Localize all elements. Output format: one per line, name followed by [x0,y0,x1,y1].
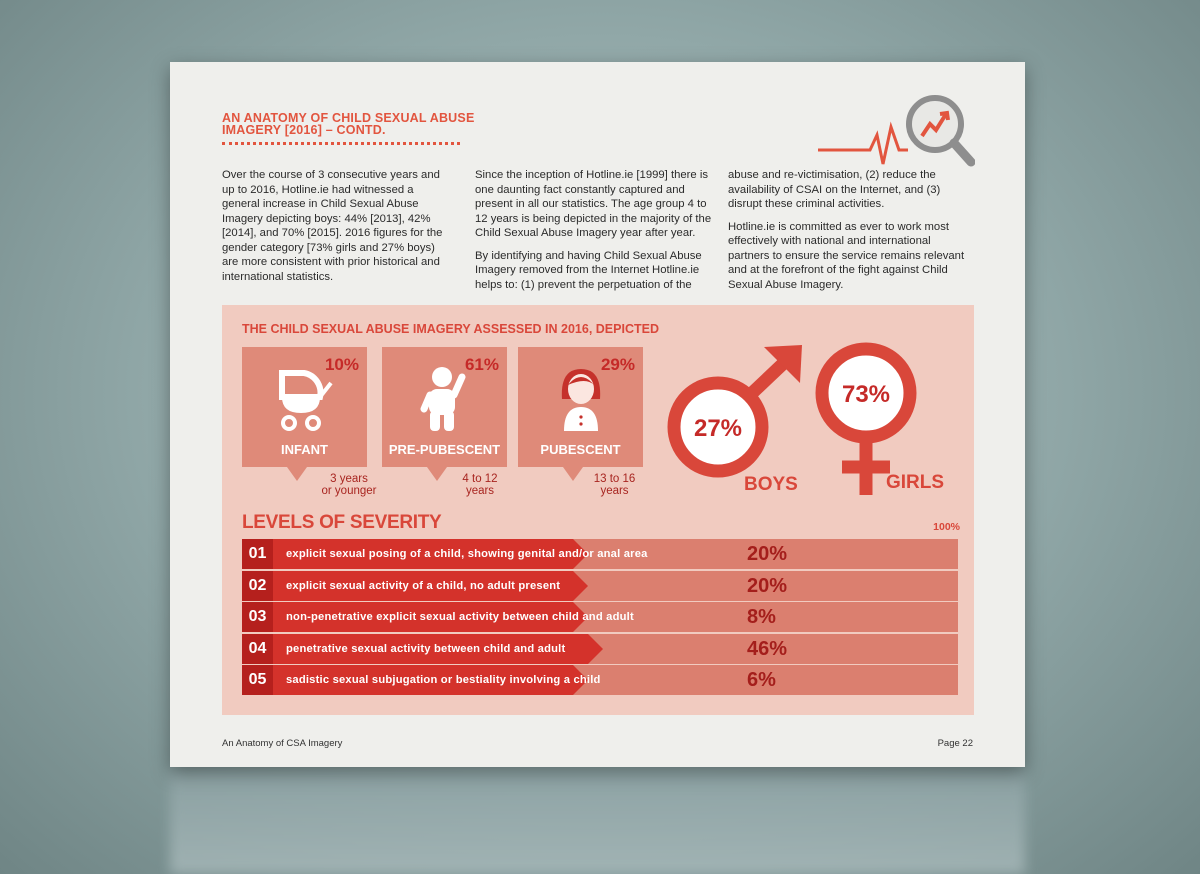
severity-row [242,634,958,664]
column-2-paragraph-1: Since the inception of Hotline.ie [1999] there is one daunting fact constantly captured and present in all our statistics. The age group 4 to 12 years is being depicted in the majority of the Child Sexual Abuse Imagery year after year. [475,169,712,239]
page-reflection [170,770,1025,874]
boys-label: BOYS [744,474,798,495]
severity-number: 05 [242,665,273,695]
severity-number: 04 [242,634,273,664]
text-column-2 [475,168,720,300]
infographic-title: THE CHILD SEXUAL ABUSE IMAGERY ASSESSED IN 2016, DEPICTED [242,322,659,336]
male-symbol-icon [674,345,802,471]
severity-row [242,571,958,601]
girl-icon [556,365,606,433]
magnifier-heartbeat-icon [815,80,975,170]
page-number: Page 22 [937,738,973,749]
age-range-line-2: or younger [321,485,377,497]
age-card-infant [242,347,367,467]
text-column-1 [222,168,450,292]
severity-pct: 8% [747,606,776,628]
age-range-line-1: 4 to 12 [462,473,498,485]
age-card-pointer [563,467,583,481]
age-range-pre-pubescent [450,473,510,497]
column-1-paragraph: Over the course of 3 consecutive years and up to 2016, Hotline.ie had witnessed a general increase in Child Sexual Abuse Imagery depicting boys: 44% [2013], 42% [2014], and 70% [2015]. 2016 figures for the gender category [73% girls and 27% boys) are more consistent with prior historical and international statistics. [222,169,443,283]
severity-number: 03 [242,602,273,632]
age-name: INFANT [281,442,328,457]
severity-pct: 20% [747,574,788,597]
heading-line-1: AN ANATOMY OF CHILD SEXUAL ABUSE [222,111,475,125]
footer-title: An Anatomy of CSA Imagery [222,738,343,749]
severity-label: explicit sexual activity of a child, no adult present [286,579,561,592]
severity-row [242,602,958,632]
infographic-panel [222,305,974,715]
severity-pct: 6% [747,669,776,691]
age-card-pointer [427,467,447,481]
age-range-pubescent [582,473,647,497]
severity-bar-arrow [573,571,588,601]
child-icon [420,365,470,435]
severity-title: LEVELS OF SEVERITY [242,512,442,533]
severity-bar-arrow [588,634,603,664]
severity-number: 02 [242,571,273,601]
age-pct: 10% [324,355,359,374]
heading-dotted-rule [222,142,460,145]
age-range-line-1: 3 years [330,473,368,485]
age-card-pointer [287,467,307,481]
document-page [170,62,1025,767]
age-card-pre-pubescent [382,347,507,467]
age-pct: 61% [464,355,499,374]
heading-line-2: IMAGERY [2016] – CONTD. [222,123,386,137]
column-2-paragraph-2: By identifying and having Child Sexual Abuse Imagery removed from the Internet Hotline.ie helps to: (1) prevent the perpetuation of the [475,249,702,291]
section-heading [222,112,482,136]
severity-label: explicit sexual posing of a child, showing genital and/or anal area [286,548,648,560]
pram-icon [276,367,334,433]
text-column-3 [728,168,974,300]
age-range-line-1: 13 to 16 [593,473,636,485]
age-pct: 29% [600,355,635,374]
severity-label: sadistic sexual subjugation or bestiality involving a child [286,674,601,686]
boys-pct: 27% [693,415,743,442]
age-range-line-2: years [600,485,629,497]
severity-max-label: 100% [933,521,960,533]
severity-label: non-penetrative explicit sexual activity between child and adult [286,611,634,623]
age-card-pubescent [518,347,643,467]
age-range-line-2: years [465,485,495,497]
severity-row [242,665,958,695]
girls-pct: 73% [841,381,891,408]
girls-label: GIRLS [886,472,945,493]
severity-pct: 20% [747,543,788,565]
column-3-paragraph-2: Hotline.ie is committed as ever to work most effectively with national and international partners to ensure the service remains relevant and at the forefront of the fight against Child Sexual Abuse Imagery. [728,220,965,291]
severity-number: 01 [242,539,273,569]
gender-chart [662,333,962,503]
severity-row [242,539,958,569]
severity-label: penetrative sexual activity between child and adult [286,642,566,655]
severity-pct: 46% [747,637,788,660]
age-name: PRE-PUBESCENT [388,442,501,457]
age-range-infant [314,473,384,497]
age-name: PUBESCENT [540,442,621,457]
column-3-paragraph-1: abuse and re-victimisation, (2) reduce the availability of CSAI on the Internet, and (3) disrupt these criminal activities. [728,169,941,210]
